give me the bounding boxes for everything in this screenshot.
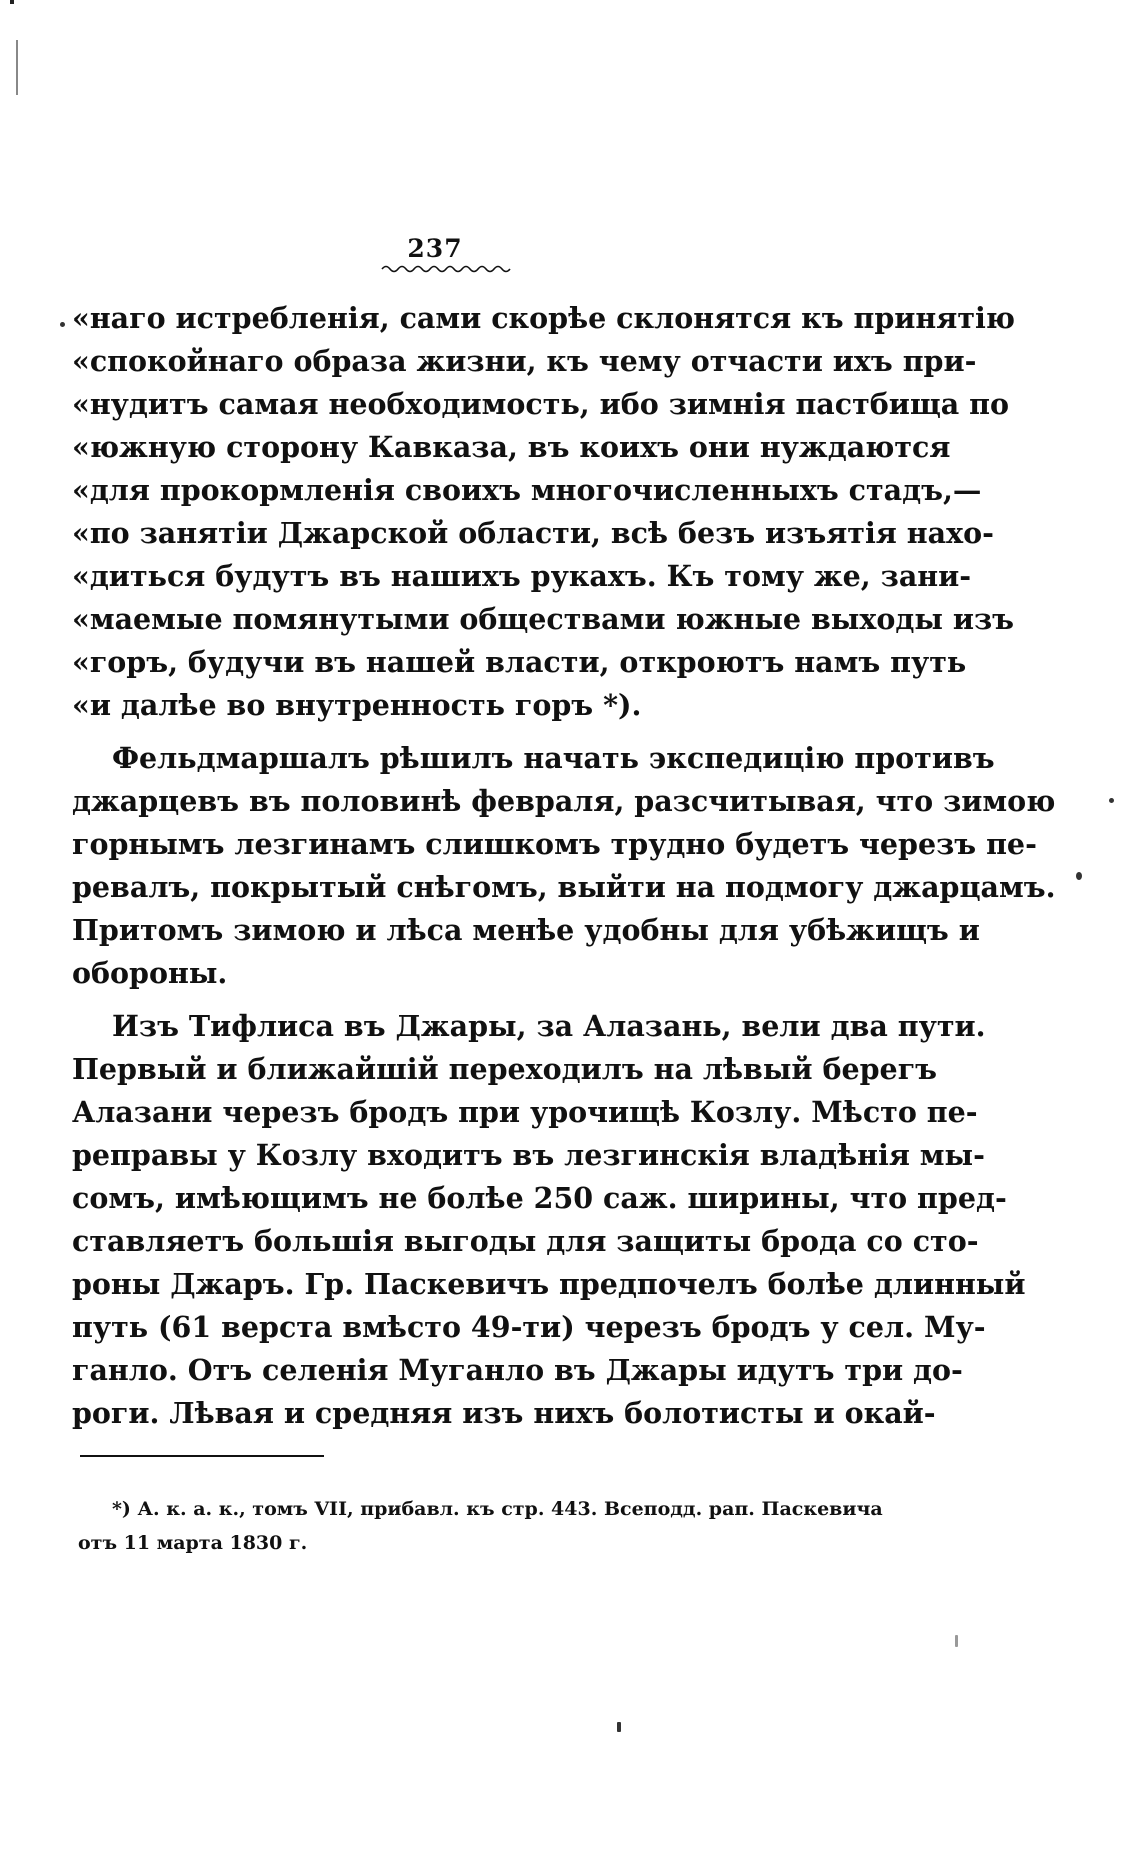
scan-edge-mark: [10, 0, 14, 4]
page-number: 237: [407, 234, 463, 263]
page-number-wave-ornament: [382, 264, 510, 274]
paragraph: [72, 737, 1056, 995]
scan-speck: [955, 1635, 958, 1647]
text-line: Фельдмаршалъ рѣшилъ начать экспедицію противъ: [112, 741, 995, 775]
text-line: «горъ, будучи въ нашей власти, откроютъ намъ путь: [72, 645, 967, 679]
text-line: горнымъ лезгинамъ слишкомъ трудно будетъ черезъ пе-: [72, 827, 1037, 861]
text-line: ревалъ, покрытый снѣгомъ, выйти на подмогу джарцамъ.: [72, 870, 1056, 904]
scan-speck: [60, 322, 65, 327]
text-line: Алазани черезъ бродъ при урочищѣ Козлу. Мѣсто пе-: [72, 1095, 978, 1129]
text-line: сомъ, имѣющимъ не болѣе 250 саж. ширины, что пред-: [72, 1181, 1007, 1215]
footnote-line: отъ 11 марта 1830 г.: [78, 1532, 308, 1554]
text-line: «диться будутъ въ нашихъ рукахъ. Къ тому же, зани-: [72, 559, 972, 593]
footnote-divider: [80, 1455, 324, 1457]
footnote: [78, 1492, 883, 1560]
scan-speck: [1076, 872, 1082, 880]
text-line: роги. Лѣвая и средняя изъ нихъ болотисты и окай-: [72, 1396, 936, 1430]
text-line: «маемые помянутыми обществами южные выходы изъ: [72, 602, 1015, 636]
text-line: «для прокормленія своихъ многочисленныхъ стадъ,—: [72, 473, 982, 507]
text-line: «южную сторону Кавказа, въ коихъ они нуждаются: [72, 430, 951, 464]
text-line: «наго истребленія, сами скорѣе склонятся къ принятію: [72, 301, 1016, 335]
text-line: «по занятіи Джарской области, всѣ безъ изъятія нахо-: [72, 516, 994, 550]
scan-speck: [1109, 798, 1114, 803]
text-line: джарцевъ въ половинѣ февраля, разсчитывая, что зимою: [72, 784, 1056, 818]
text-line: «и далѣе во внутренность горъ *).: [72, 688, 642, 722]
text-line: ганло. Отъ селенія Муганло въ Джары идутъ три до-: [72, 1353, 963, 1387]
text-line: ставляетъ большія выгоды для защиты брода со сто-: [72, 1224, 979, 1258]
text-line: обороны.: [72, 956, 228, 990]
paragraph: [72, 1005, 1026, 1435]
main-text: [72, 297, 1056, 1435]
text-line: Изъ Тифлиса въ Джары, за Алазань, вели два пути.: [112, 1009, 986, 1043]
text-line: реправы у Козлу входитъ въ лезгинскія владѣнія мы-: [72, 1138, 985, 1172]
text-line: «нудитъ самая необходимость, ибо зимнія пастбища по: [72, 387, 1010, 421]
scan-edge-line: [16, 40, 18, 95]
text-line: роны Джаръ. Гр. Паскевичъ предпочелъ болѣе длинный: [72, 1267, 1026, 1301]
paragraph-quote: [72, 297, 1016, 727]
text-line: «спокойнаго образа жизни, къ чему отчасти ихъ при-: [72, 344, 977, 378]
text-line: Притомъ зимою и лѣса менѣе удобны для убѣжищъ и: [72, 913, 980, 947]
text-line: путь (61 верста вмѣсто 49-ти) черезъ бродъ у сел. Му-: [72, 1310, 986, 1344]
footnote-line: *) А. к. а. к., томъ VII, прибавл. къ стр. 443. Всеподд. рап. Паскевича: [112, 1498, 883, 1520]
scan-speck: [617, 1722, 621, 1732]
text-line: Первый и ближайшій переходилъ на лѣвый берегъ: [72, 1052, 938, 1086]
